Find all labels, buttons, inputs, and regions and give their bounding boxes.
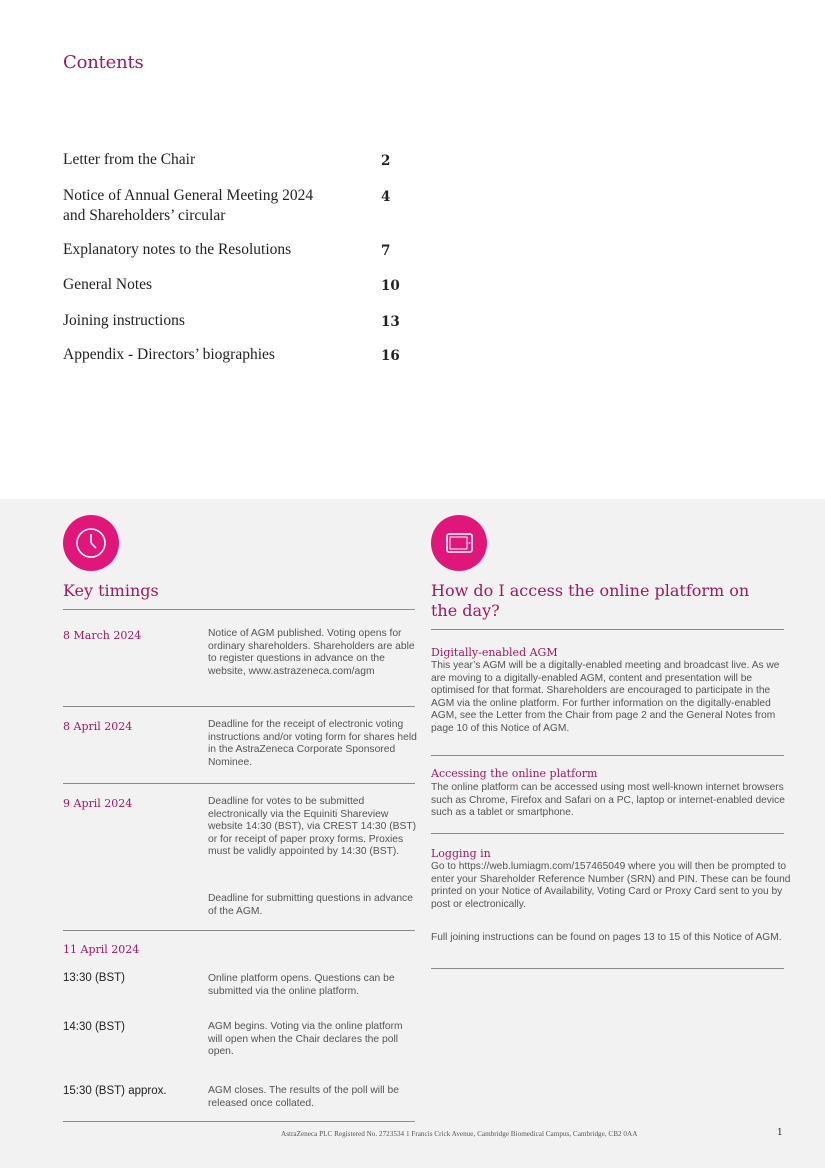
timing-description: Deadline for votes to be submitted electronically via the Equiniti Shareview website 14:30 (BST), via CREST 14:30 (BST) or for receipt of paper proxy forms. Proxies must be validly appointed by 14:30 (BST). — [208, 796, 417, 858]
timing-date: 8 March 2024 — [63, 629, 142, 642]
divider — [431, 968, 784, 969]
timing-time: 15:30 (BST) approx. — [63, 1085, 167, 1097]
footer-company-info: AstraZeneca PLC Registered No. 2723534 1 Francis Crick Avenue, Cambridge Biomedical Campus, Cambridge, CB2 0AA — [281, 1130, 638, 1138]
section-heading: Digitally-enabled AGM — [431, 646, 558, 659]
timing-description: AGM closes. The results of the poll will be released once collated. — [208, 1085, 399, 1109]
toc-item-title: Notice of Annual General Meeting 2024 and Shareholders’ circular — [63, 187, 314, 224]
page-number: 1 — [777, 1128, 783, 1138]
section-heading: Accessing the online platform — [431, 767, 598, 780]
toc-item-page: 13 — [381, 314, 400, 330]
toc-item-page: 16 — [381, 348, 400, 364]
section-body: Go to https://web.lumiagm.com/157465049 where you will then be prompted to enter your Shareholder Reference Number (SRN) and PIN. These can be found printed on your Notice of Availability, Voting Card or Proxy Card sent to you by post or electronically. — [431, 861, 791, 910]
toc-item-title: General Notes — [63, 276, 153, 293]
timing-description: Deadline for the receipt of electronic voting instructions and/or voting form for shares held in the AstraZeneca Corporate Sponsored Nominee. — [208, 719, 417, 768]
divider — [63, 706, 415, 707]
section-heading: Logging in — [431, 847, 491, 860]
toc-item-page: 10 — [381, 278, 400, 294]
timing-date: 9 April 2024 — [63, 797, 133, 810]
clock-icon — [63, 515, 119, 571]
toc-item-title: Joining instructions — [63, 312, 185, 329]
timing-time: 13:30 (BST) — [63, 972, 125, 984]
page-title: Contents — [63, 52, 144, 73]
timing-description: AGM begins. Voting via the online platform will open when the Chair declares the poll open. — [208, 1021, 403, 1058]
timing-date: 11 April 2024 — [63, 943, 140, 956]
section-body: Full joining instructions can be found on pages 13 to 15 of this Notice of AGM. — [431, 932, 782, 943]
tablet-icon — [431, 515, 487, 571]
section-body: The online platform can be accessed using most well-known internet browsers such as Chrome, Firefox and Safari on a PC, laptop or internet-enabled device such as a tablet or smartphone. — [431, 782, 785, 819]
divider — [63, 609, 415, 610]
toc-item-title: Letter from the Chair — [63, 151, 196, 168]
divider — [431, 833, 784, 834]
divider — [63, 930, 415, 931]
divider — [63, 783, 415, 784]
timing-description: Deadline for submitting questions in advance of the AGM. — [208, 893, 413, 917]
toc-item-title: Appendix - Directors’ biographies — [63, 346, 275, 363]
timing-description: Notice of AGM published. Voting opens for ordinary shareholders. Shareholders are able to register questions in advance on the website, www.astrazeneca.com/agm — [208, 628, 415, 677]
divider — [431, 629, 784, 630]
toc-item-page: 7 — [381, 243, 391, 259]
divider — [431, 755, 784, 756]
key-timings-title: Key timings — [63, 581, 159, 600]
toc-item-title: Explanatory notes to the Resolutions — [63, 241, 292, 258]
timing-description: Online platform opens. Questions can be submitted via the online platform. — [208, 973, 395, 997]
online-platform-title: How do I access the online platform on the day? — [431, 581, 750, 620]
toc-item-page: 2 — [381, 153, 391, 169]
toc-item-page: 4 — [381, 189, 391, 205]
timing-time: 14:30 (BST) — [63, 1021, 125, 1033]
section-body: This year’s AGM will be a digitally-enabled meeting and broadcast live. As we are moving to a digitally-enabled AGM, content and presentation will be optimised for that format. Shareholders are encouraged to participate in the AGM via the online platform. For further information on the digitally-enabled AGM, see the Letter from the Chair from page 2 and the General Notes from page 10 of this Notice of AGM. — [431, 660, 780, 734]
divider — [63, 1121, 415, 1122]
timing-date: 8 April 2024 — [63, 720, 133, 733]
